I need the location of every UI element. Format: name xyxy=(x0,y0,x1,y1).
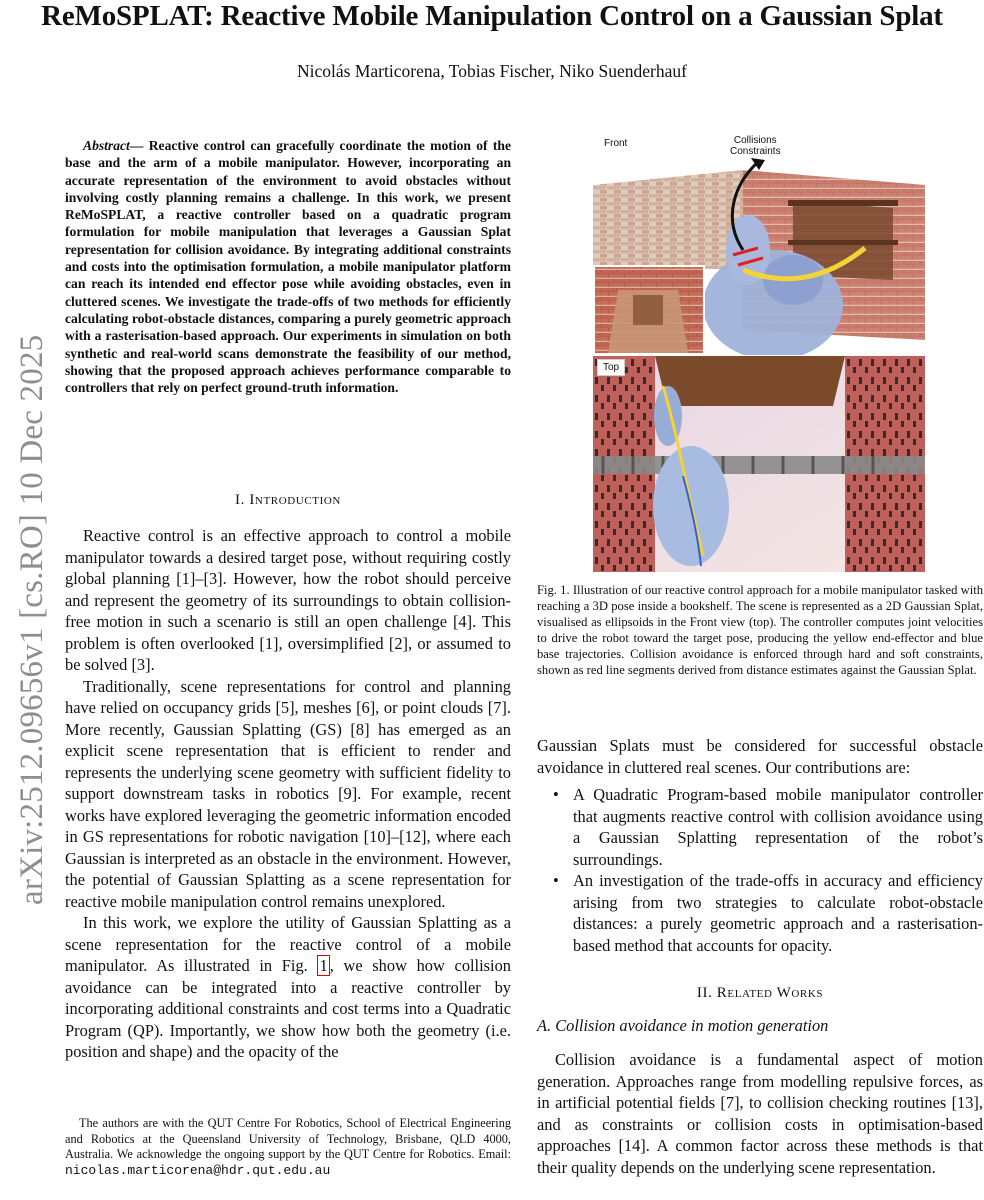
contributions-list xyxy=(537,784,983,956)
top-view-label: Top xyxy=(597,359,625,376)
bullet-icon: • xyxy=(553,871,559,890)
abstract-label: Abstract xyxy=(83,138,130,153)
introduction-body xyxy=(65,525,511,1063)
robot-arm-top xyxy=(654,386,682,446)
bookshelf xyxy=(655,356,845,406)
shelf-board xyxy=(788,240,898,245)
arxiv-identifier: arXiv:2512.09656v1 [cs.RO] 10 Dec 2025 xyxy=(14,334,50,905)
shelf-board xyxy=(788,200,898,206)
right-column-paragraph: Gaussian Splats must be considered for successful obstacle avoidance in cluttered real scenes. Our contributions are: xyxy=(537,736,983,777)
collision-constraints-annotation: Collisions Constraints xyxy=(730,135,781,157)
top-view-image xyxy=(593,356,925,572)
abstract: Abstract— Reactive control can gracefully coordinate the motion of the base and the arm of a mobile manipulator. However, incorporating an accurate representation of the environment to avoid obstacles without involving costly planning remains a challenge. In this work, we present ReMoSPLAT, a reactive controller based on a quadratic program formulation for mobile manipulation that leverages a Gaussian Splat representation for collision avoidance. By integrating additional constraints and costs into the optimisation formulation, a mobile manipulator platform can reach its intended end effector pose while avoiding obstacles, even in cluttered scenes. We investigate the trade-offs of two methods for efficiently calculating robot-obstacle distances, comparing a purely geometric approach with a rasterisation-based approach. Our experiments in simulation on both synthetic and real-world scans demonstrate the feasibility of our method, showing that the proposed approach achieves performance comparable to controllers that rely on perfect ground-truth information. xyxy=(65,138,511,396)
figure-1-caption: Fig. 1. Illustration of our reactive control approach for a mobile manipulator tasked with reaching a 3D pose inside a bookshelf. The scene is represented as a 2D Gaussian Splat, visualised as ellipsoids in the Front view (top). The controller computes joint velocities to drive the robot toward the target pose, producing the yellow end-effector and blue base trajectories. Collision avoidance is enforced through hard and soft constraints, shown as red line segments derived from distance estimates against the Gaussian Splat. xyxy=(537,583,983,677)
figure-top-view xyxy=(593,356,925,572)
author-affiliation-footnote: The authors are with the QUT Centre For Robotics, School of Electrical Engineering and Robotics at the Queensland University of Technology, Brisbane, QLD 4000, Australia. We acknowledge the ongoing support by the QUT Centre for Robotics. Email: nicolas.marticorena@hdr.qut.edu.au xyxy=(65,1116,511,1178)
paper-title: ReMoSPLAT: Reactive Mobile Manipulation Control on a Gaussian Splat xyxy=(41,0,943,32)
introduction-paragraph-3: In this work, we explore the utility of Gaussian Splatting as a scene representation for the reactive control of a mobile manipulator. As illustrated in Fig. 1 , we show how collision avoidance can be integrated into a reactive controller by incorporating additional constraints and cost terms into a Quadratic Program (QP). Importantly, we show how both the geometry (i.e. position and shape) and the opacity of the xyxy=(65,913,511,1061)
introduction-paragraph-1: Reactive control is an effective approach to control a mobile manipulator towards a desired target pose, without requiring costly global planning [1]–[3]. However, how the robot should perceive and represent the geometry of its surroundings to obtain collision-free motion in such a scenario is still an open challenge [4]. This problem is often overlooked [1], oversimplified [2], or assumed to be solved [3]. xyxy=(65,526,511,674)
front-view-label: Front xyxy=(599,136,632,151)
section-heading-introduction: I. Introduction xyxy=(235,492,341,508)
front-view-image xyxy=(593,130,925,355)
contributions-block xyxy=(537,735,983,956)
related-works-paragraph: Collision avoidance is a fundamental aspect of motion generation. Approaches range from modelling repulsive forces, as in artificial potential fields [7], to collision checking routines [13], and as constraints or collision costs in optimisation-based approaches [14]. A common factor across these methods is that their quality depends on the underlying scene representation. xyxy=(537,1050,983,1177)
list-item: • An investigation of the trade-offs in accuracy and efficiency arising from two strategies to calculate robot-obstacle distances: a purely geometric approach and a rasterisation-based method that accounts for opacity. xyxy=(553,871,983,955)
figure-front-view xyxy=(593,130,925,355)
section-heading-related-works: II. Related Works xyxy=(696,985,824,1001)
abstract-text: Reactive control can gracefully coordinate the motion of the base and the arm of a mobile manipulator. However, incorporating an accurate representation of the environment to avoid obstacles without involving costly planning remains a challenge. In this work, we present ReMoSPLAT, a reactive controller based on a quadratic program formulation for mobile manipulation that leverages a Gaussian Splat representation for collision avoidance. By integrating additional constraints and costs into the optimisation formulation, a mobile manipulator platform can reach its intended end effector pose while avoiding obstacles, even in cluttered scenes. We investigate the trade-offs of two methods for efficiently calculating robot-obstacle distances, comparing a purely geometric approach with a rasterisation-based approach. Our experiments in simulation on both synthetic and real-world scans demonstrate the feasibility of our method, showing that the proposed approach achieves performance comparable to controllers that rely on perfect ground-truth information. xyxy=(65,138,511,396)
subsection-heading: A. Collision avoidance in motion generation xyxy=(537,1016,829,1035)
list-item: • A Quadratic Program-based mobile manipulator controller that augments reactive control with collision avoidance using a Gaussian Splatting representation of the robot’s surroundings. xyxy=(553,785,983,869)
ladder-rail xyxy=(593,456,925,474)
bullet-icon: • xyxy=(553,785,559,804)
introduction-paragraph-2: Traditionally, scene representations for control and planning have relied on occupancy grids [5], meshes [6], or point clouds [7]. More recently, Gaussian Splatting (GS) [8] has emerged as an explicit scene representation that is efficient to render and represents the underlying scene geometry with sufficient fidelity to support downstream tasks in robotics [9]. For example, recent works have explored leveraging the geometric information encoded in GS representations for robotic navigation [10]–[12], where each Gaussian is interpreted as an obstacle in the environment. However, the potential of Gaussian Splatting as a scene representation for reactive mobile manipulation control remains unexplored. xyxy=(65,676,511,911)
contact-email[interactable]: nicolas.marticorena@hdr.qut.edu.au xyxy=(65,1162,331,1178)
author-list: Nicolás Marticorena, Tobias Fischer, Niko Suenderhauf xyxy=(297,61,687,81)
related-works-body xyxy=(537,1049,983,1178)
figure-1-link[interactable]: 1 xyxy=(319,956,328,975)
